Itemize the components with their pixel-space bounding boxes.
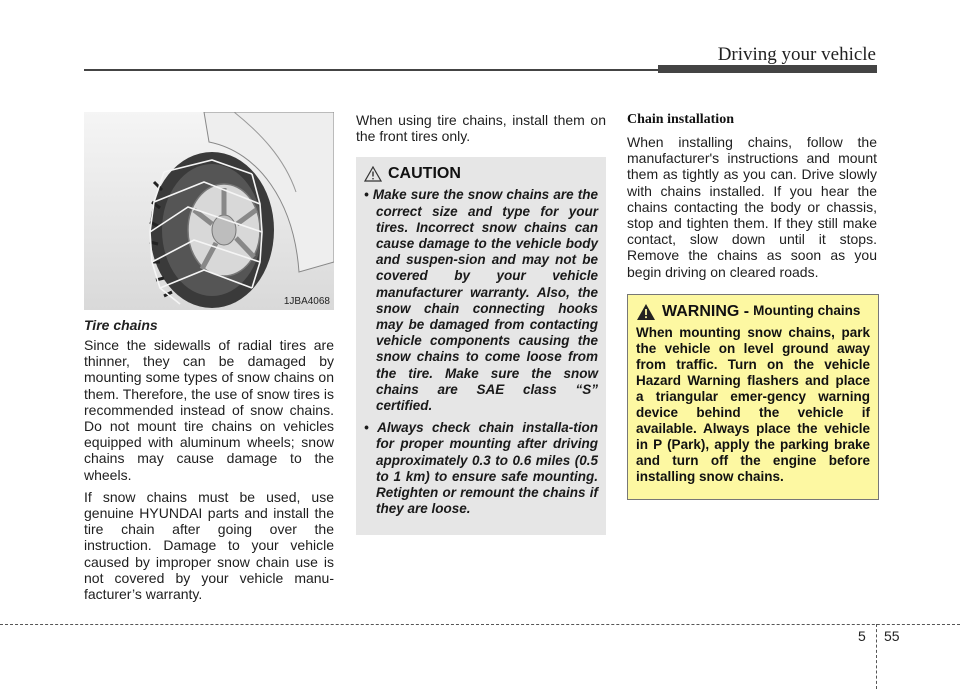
warning-box (627, 294, 879, 500)
warning-header (636, 303, 870, 321)
figure-code: 1JBA4068 (283, 296, 330, 307)
paragraph: When using tire chains, install them on the front tires only. (356, 112, 606, 145)
left-column (84, 112, 334, 608)
page-number: 55 (884, 628, 900, 644)
page-header-title: Driving your vehicle (717, 44, 876, 65)
footer-vertical-divider (876, 624, 877, 689)
tire-chain-drawing (84, 112, 334, 310)
warning-subtitle: Mounting chains (753, 302, 861, 318)
paragraph: Since the sidewalls of radial tires are thinner, they can be damaged by mounting some types of snow chains on them. Therefore, the use of snow tires is recommended instead of snow chains. Do not mount tire chains on vehicles equipped with aluminum wheels; snow chains may cause damage to the wheels. (84, 337, 334, 483)
right-column (627, 112, 877, 500)
warning-text: When mounting snow chains, park the vehicle on level ground away from traffic. Turn on the vehicle Hazard Warning flashers and place a triangular emer-gency warning device behind the vehicle if available. Always place the vehicle in P (Park), apply the parking brake and turn off the engine before installing snow chains. (636, 324, 870, 484)
warning-triangle-icon (636, 303, 656, 321)
caution-header (364, 165, 598, 183)
caution-box (356, 157, 606, 535)
footer-divider (0, 624, 960, 625)
caution-item: • Make sure the snow chains are the correct size and type for your tires. Incorrect snow chains can cause damage to the vehicle body and suspen-sion and may not be covered by your vehicle manufacturer warranty. Also, the snow chain connecting hooks may be damaged from contacting vehicle components causing the snow chains to come loose from the tire. Make sure the snow chains are SAE class “S” certified. (364, 187, 598, 414)
paragraph: If snow chains must be used, use genuine HYUNDAI parts and install the tire chain after going over the instruction. Damage to your vehicle caused by improper snow chain use is not covered by your vehicle manu-facturer’s warranty. (84, 488, 334, 603)
header-rule (84, 69, 660, 71)
section-heading-tire-chains: Tire chains (84, 317, 158, 333)
tire-chain-illustration (84, 112, 334, 310)
header-rule-bold (658, 65, 877, 73)
section-number: 5 (858, 628, 866, 644)
caution-list (364, 187, 598, 517)
warning-title: WARNING - (662, 302, 750, 320)
paragraph: When installing chains, follow the manufacturer's instructions and mount them as tightly as you can. Drive slowly with chains installed. If you hear the chains contacting the body or chassis, stop and tighten them. If they still make contact, slow down until it stops. Remove the chains as soon as you begin driving on cleared roads. (627, 134, 877, 280)
section-heading-chain-installation: Chain installation (627, 112, 734, 127)
caution-item: • Always check chain installa-tion for proper mounting after driving approximately 0.3 to 0.6 miles (0.5 to 1 km) to ensure safe mounting. Retighten or remount the chains if they are loose. (364, 420, 598, 517)
caution-triangle-icon (364, 166, 382, 182)
caution-title: CAUTION (388, 165, 461, 183)
middle-column (356, 112, 606, 535)
